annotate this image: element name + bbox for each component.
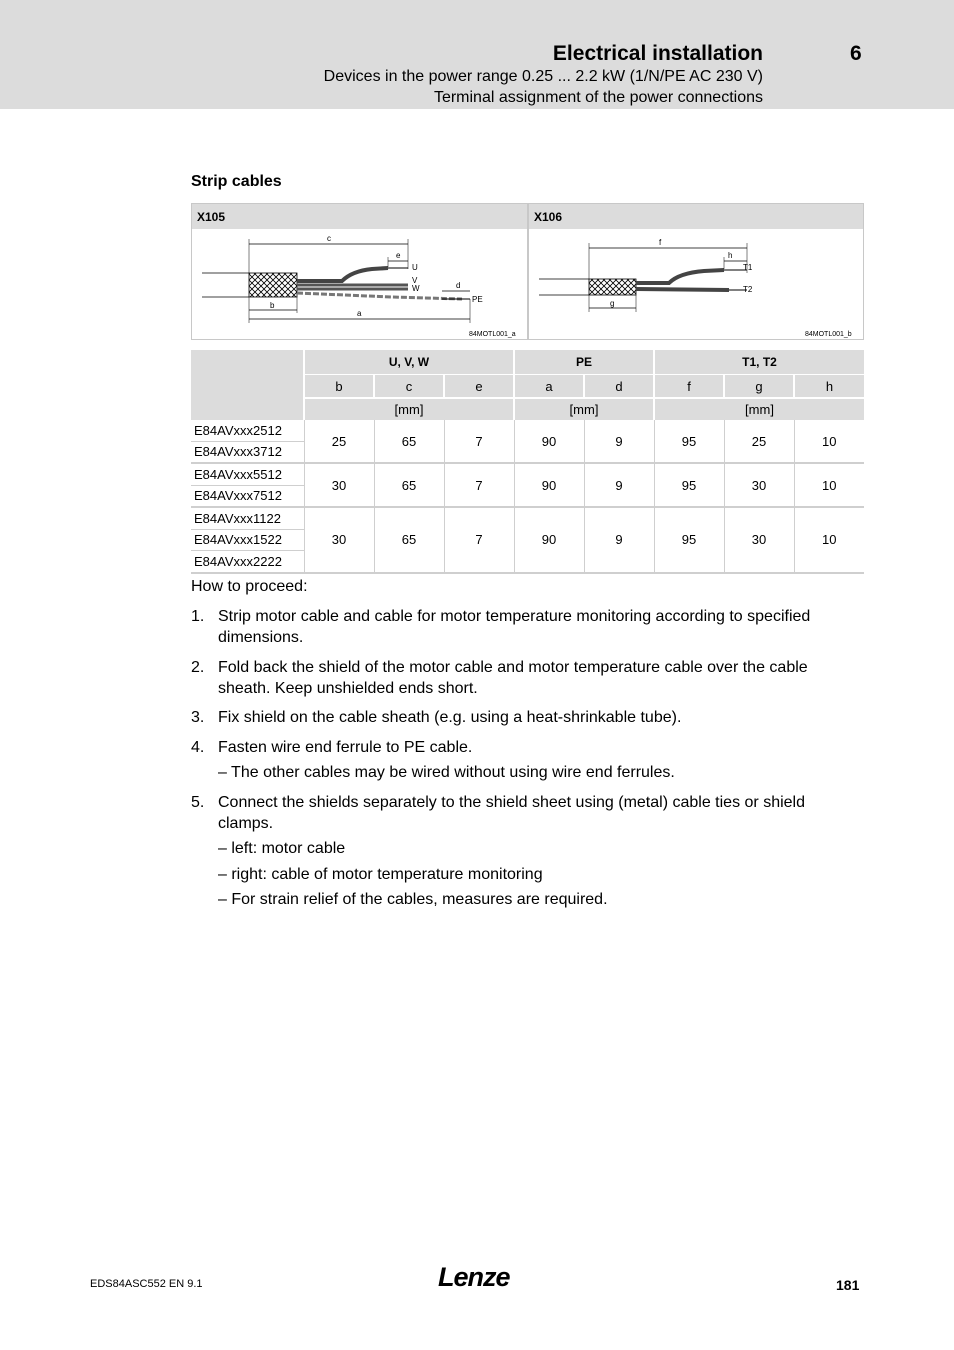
column-header-f: f [654,375,724,399]
column-header-g: g [724,375,794,399]
value-cell-g: 25 [724,420,794,463]
step-number: 5. [191,794,205,811]
value-cell-b: 25 [304,420,374,463]
model-cell: E84AVxxx1122 [191,507,304,529]
chapter-number: 6 [850,42,862,65]
value-cell-d: 9 [584,463,654,507]
dim-label-h: h [728,251,733,260]
model-cell: E84AVxxx2512 [191,420,304,441]
value-cell-d: 9 [584,420,654,463]
page-number: 181 [836,1277,860,1293]
step-text: Connect the shields separately to the shield sheet using (metal) cable ties or shield clamps. [218,794,805,832]
dim-label-g: g [610,299,615,308]
figure-x106-heading: X106 [529,204,863,229]
section-title: Strip cables [191,173,282,190]
table-row [191,420,864,441]
wire-label-t1: T1 [743,263,753,272]
value-cell-a: 90 [514,420,584,463]
wire-label-u: U [412,263,418,272]
step-number: 2. [191,659,205,676]
model-cell: E84AVxxx2222 [191,551,304,573]
step-text: Strip motor cable and cable for motor temperature monitoring according to specified dimensions. [218,608,811,646]
header-subtitle-2: Terminal assignment of the power connections [433,89,763,106]
step-5-note-left: – left: motor cable [218,840,346,857]
step-text: Fix shield on the cable sheath (e.g. using a heat-shrinkable tube). [218,709,682,726]
column-header-b: b [304,375,374,399]
model-cell: E84AVxxx7512 [191,485,304,507]
dim-label-d: d [456,281,461,290]
group-header-uvw: U, V, W [304,350,514,375]
column-header-a: a [514,375,584,399]
value-cell-g: 30 [724,463,794,507]
value-cell-f: 95 [654,420,724,463]
figure-x105 [192,204,529,339]
dim-label-c: c [327,234,331,243]
step-number: 4. [191,739,205,756]
strip-dimension-table [191,350,864,574]
figure-x105-heading: X105 [192,204,527,229]
column-header-e: e [444,375,514,399]
value-cell-a: 90 [514,463,584,507]
page-title: Electrical installation [552,42,763,65]
step-number: 3. [191,709,205,726]
step-text: Fold back the shield of the motor cable and motor temperature cable over the cable sheath. Keep unshielded ends short. [218,659,808,697]
figure-x106 [529,204,863,339]
value-cell-h: 10 [794,420,864,463]
value-cell-h: 10 [794,507,864,573]
group-header-pe: PE [514,350,654,375]
header-subtitle-1: Devices in the power range 0.25 ... 2.2 kW (1/N/PE AC 230 V) [323,68,763,85]
model-cell: E84AVxxx5512 [191,463,304,485]
lenze-logo: Lenze [438,1262,510,1292]
value-cell-h: 10 [794,463,864,507]
step-5-note-strain: – For strain relief of the cables, measures are required. [218,891,608,908]
value-cell-c: 65 [374,507,444,573]
dim-label-f: f [659,238,662,247]
model-cell: E84AVxxx1522 [191,529,304,551]
value-cell-g: 30 [724,507,794,573]
x105-cable-drawing [192,229,527,339]
column-header-d: d [584,375,654,399]
x106-cable-drawing [529,229,863,339]
step-5-note-right: – right: cable of motor temperature monitoring [218,866,543,883]
value-cell-b: 30 [304,463,374,507]
table-row [191,507,864,529]
value-cell-f: 95 [654,463,724,507]
value-cell-b: 30 [304,507,374,573]
instructions-intro: How to proceed: [191,578,308,595]
table-row [191,463,864,485]
step-4-note: – The other cables may be wired without using wire end ferrules. [218,764,675,781]
wire-label-w: W [412,284,420,293]
table-corner [191,350,304,420]
dim-label-a: a [357,309,362,318]
value-cell-f: 95 [654,507,724,573]
figure-caption-a: 84MOTL001_a [469,331,516,338]
value-cell-e: 7 [444,507,514,573]
dim-label-e: e [396,251,401,260]
value-cell-e: 7 [444,463,514,507]
column-header-h: h [794,375,864,399]
value-cell-e: 7 [444,420,514,463]
figure-table [191,203,864,340]
model-cell: E84AVxxx3712 [191,441,304,463]
unit-label-uvw: [mm] [304,398,514,420]
dim-label-b: b [270,301,275,310]
value-cell-c: 65 [374,420,444,463]
column-header-c: c [374,375,444,399]
step-text: Fasten wire end ferrule to PE cable. [218,739,473,756]
value-cell-d: 9 [584,507,654,573]
unit-label-t1t2: [mm] [654,398,864,420]
group-header-t1t2: T1, T2 [654,350,864,375]
value-cell-a: 90 [514,507,584,573]
wire-label-t2: T2 [743,285,753,294]
document-id: EDS84ASC552 EN 9.1 [90,1278,203,1290]
figure-caption-b: 84MOTL001_b [805,331,852,338]
value-cell-c: 65 [374,463,444,507]
step-number: 1. [191,608,205,625]
wire-label-v: V [412,276,418,285]
unit-label-pe: [mm] [514,398,654,420]
wire-label-pe: PE [472,295,483,304]
